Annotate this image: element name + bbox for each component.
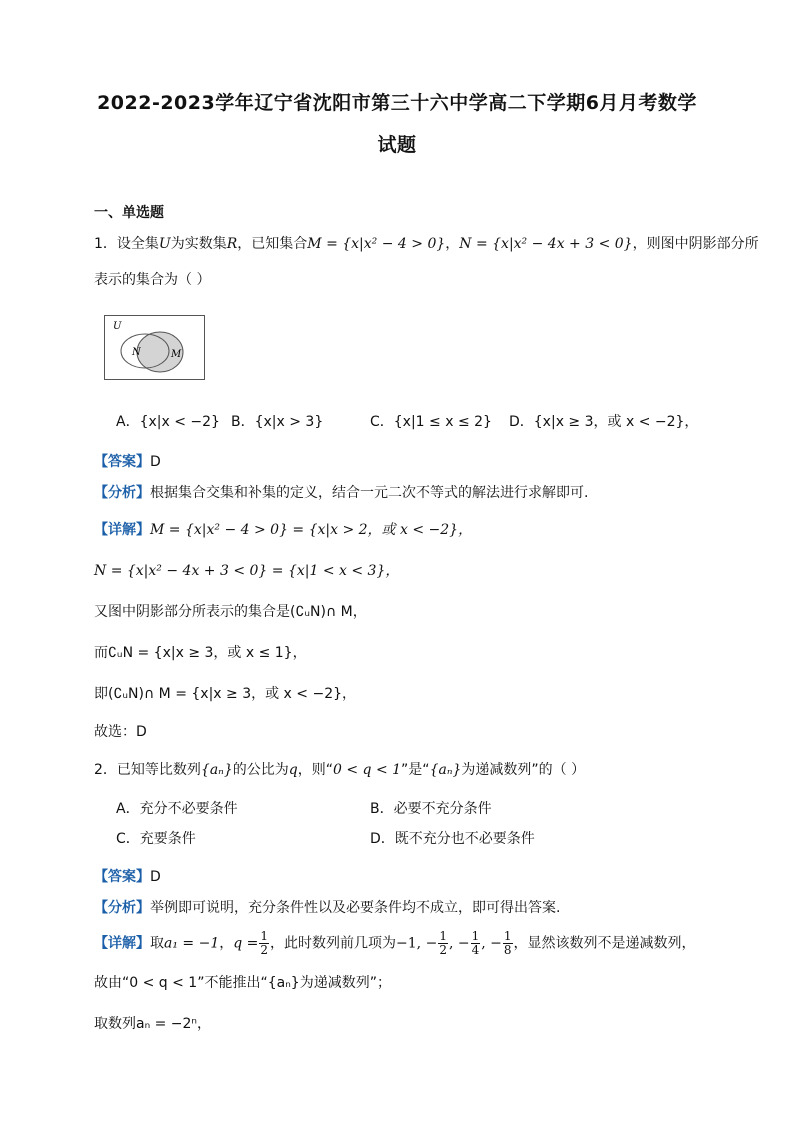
q1-detail-5: 即(∁ᵤN)∩ M = {x|x ≥ 3，或 x < −2}， (94, 686, 357, 702)
q2-option-d: D．既不充分也不必要条件 (370, 831, 535, 847)
venn-label-N: N (132, 347, 141, 358)
answer-tag: 【答案】 (94, 869, 150, 885)
q2-stem (94, 760, 585, 780)
fraction-term3 (471, 930, 481, 957)
q1-text: 1．设全集 (94, 236, 159, 252)
seq-sep: , − (481, 935, 502, 952)
frac-den: 4 (471, 943, 480, 957)
q1-answer (94, 452, 161, 472)
detail-text: ， (219, 935, 234, 952)
q1-analysis (94, 483, 588, 503)
detail-text: M = {x|x² − 4 > 0} = {x|x > 2，或 x < −2}， (150, 522, 473, 538)
frac-num: 1 (471, 929, 480, 943)
venn-diagram (104, 315, 205, 380)
q1-detail-2: N = {x|x² − 4x + 3 < 0} = {x|1 < x < 3}， (94, 563, 400, 579)
q1-set-N: N = {x|x² − 4x + 3 < 0} (459, 236, 633, 252)
q1-var-U: U (158, 236, 171, 252)
q1-option-c: C．{x|1 ≤ x ≤ 2} (370, 414, 492, 430)
q2-condition: 0 < q < 1 (333, 762, 402, 778)
frac-den: 8 (503, 943, 512, 957)
q2-detail-1 (94, 930, 696, 957)
section-heading: 一、单选题 (94, 205, 164, 221)
frac-num: 1 (260, 929, 269, 943)
analysis-tag: 【分析】 (94, 900, 150, 916)
q2-var-q: q (288, 762, 298, 778)
analysis-text: 举例即可说明，充分条件性以及必要条件均不成立，即可得出答案. (150, 900, 561, 916)
q1-detail-3: 又图中阴影部分所表示的集合是(∁ᵤN)∩ M， (94, 604, 367, 620)
document-title-line2: 试题 (377, 134, 417, 156)
q2-detail-2: 故由“0 < q < 1”不能推出“{aₙ}为递减数列”； (94, 975, 391, 991)
q2-text: 为递减数列”的（ ） (461, 762, 586, 778)
q2-seq: {aₙ} (429, 762, 462, 778)
q1-set-M: M = {x|x² − 4 > 0} (307, 236, 446, 252)
q1-detail-4: 而∁ᵤN = {x|x ≥ 3，或 x ≤ 1}， (94, 645, 307, 661)
term-q: q = (233, 935, 259, 952)
answer-tag: 【答案】 (94, 454, 150, 470)
detail-tag: 【详解】 (94, 522, 150, 538)
q2-text: 的公比为 (232, 762, 289, 778)
frac-den: 2 (439, 943, 447, 957)
q2-text: ”是“ (401, 762, 430, 778)
fraction-term4 (503, 930, 513, 957)
q2-text: 2．已知等比数列 (94, 762, 201, 778)
analysis-text: 根据集合交集和补集的定义，结合一元二次不等式的解法进行求解即可. (150, 485, 589, 501)
q1-text: 为实数集 (170, 236, 227, 252)
q2-option-a: A．充分不必要条件 (116, 801, 238, 817)
q1-text: ，则图中阴影部分所 (632, 236, 759, 252)
q1-option-d: D．{x|x ≥ 3，或 x < −2}， (509, 414, 699, 430)
fraction-term2 (438, 930, 448, 957)
detail-text: ，此时数列前几项为 (270, 935, 397, 952)
q1-var-R: R (226, 236, 238, 252)
venn-label-U: U (113, 321, 122, 332)
q1-text: ， (445, 236, 460, 252)
seq-terms: −1, − (396, 935, 438, 952)
frac-den: 2 (260, 943, 269, 957)
q2-analysis (94, 898, 560, 918)
q1-detail-1 (94, 520, 472, 540)
q1-option-b: B．{x|x > 3} (231, 414, 324, 430)
answer-value: D (150, 454, 161, 470)
answer-value: D (150, 869, 161, 885)
term-a1: a₁ = −1 (164, 935, 220, 952)
q2-seq: {aₙ} (200, 762, 233, 778)
fraction-one-half (259, 930, 269, 957)
document-title-line1: 2022-2023学年辽宁省沈阳市第三十六中学高二下学期6月月考数学 (97, 92, 697, 114)
q2-text: ，则“ (297, 762, 333, 778)
q2-option-b: B．必要不充分条件 (370, 801, 492, 817)
q2-answer (94, 867, 161, 887)
q2-option-c: C．充要条件 (116, 831, 196, 847)
q1-stem-line1 (94, 234, 759, 254)
detail-tag: 【详解】 (94, 935, 150, 952)
frac-num: 1 (503, 929, 512, 943)
frac-num: 1 (439, 929, 447, 943)
q1-text: ，已知集合 (237, 236, 308, 252)
q1-detail-6: 故选：D (94, 724, 147, 740)
seq-sep: , − (448, 935, 470, 952)
analysis-tag: 【分析】 (94, 485, 150, 501)
q1-stem-line2: 表示的集合为（ ） (94, 272, 211, 288)
q1-option-a: A．{x|x < −2} (116, 414, 220, 430)
venn-label-M: M (171, 349, 182, 360)
detail-text: 取 (150, 935, 164, 952)
detail-text: ，显然该数列不是递减数列， (513, 935, 696, 952)
q2-detail-3: 取数列aₙ = −2ⁿ， (94, 1016, 212, 1032)
